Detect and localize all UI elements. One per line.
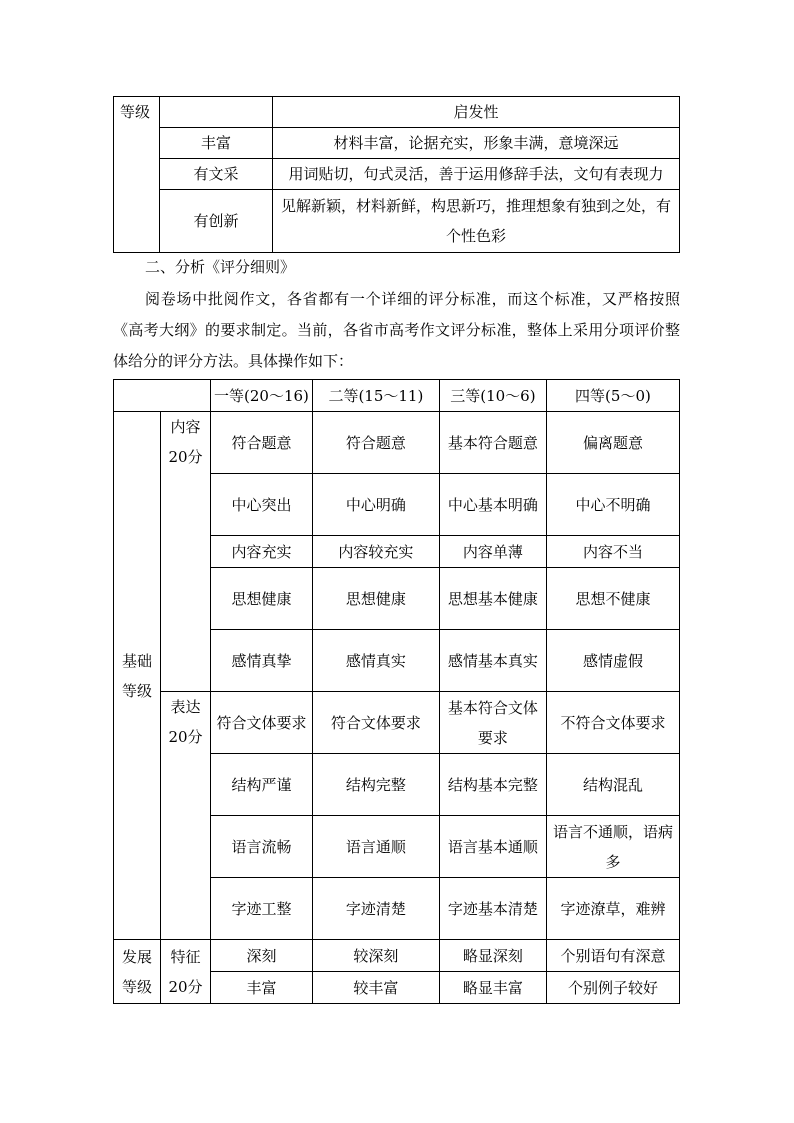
empty-cell (114, 380, 211, 412)
table-row (114, 190, 680, 253)
table-cell: 较深刻 (312, 940, 439, 972)
table-cell: 语言通顺 (312, 816, 439, 878)
table-cell: 内容单薄 (439, 536, 546, 568)
table-cell: 语言不通顺，语病多 (546, 816, 679, 878)
table-row (114, 97, 680, 128)
table-cell: 字迹清楚 (312, 878, 439, 940)
table-cell: 结构严谨 (211, 754, 313, 816)
table-cell: 个别例子较好 (546, 972, 679, 1004)
content-score-label: 内容20分 (161, 412, 211, 692)
empty-cell (160, 97, 273, 128)
table-cell: 中心明确 (312, 474, 439, 536)
grade-header: 一等(20～16) (211, 380, 313, 412)
table-cell: 思想不健康 (546, 568, 679, 630)
table-cell: 结构完整 (312, 754, 439, 816)
table-cell: 不符合文体要求 (546, 692, 679, 754)
grade-header: 三等(10～6) (439, 380, 546, 412)
criterion-desc: 见解新颖，材料新鲜，构思新巧，推理想象有独到之处，有个性色彩 (273, 190, 680, 253)
table-cell: 中心不明确 (546, 474, 679, 536)
table-cell: 思想健康 (211, 568, 313, 630)
table-cell: 字迹工整 (211, 878, 313, 940)
table-cell: 略显丰富 (439, 972, 546, 1004)
table-cell: 中心基本明确 (439, 474, 546, 536)
table-cell: 感情真挚 (211, 630, 313, 692)
section-heading: 二、分析《评分细则》 (145, 258, 296, 276)
table-cell: 思想健康 (312, 568, 439, 630)
develop-level-label: 发展等级 (114, 940, 161, 1004)
table-cell: 感情虚假 (546, 630, 679, 692)
table-cell: 语言基本通顺 (439, 816, 546, 878)
table-row (114, 412, 680, 474)
criterion-name: 丰富 (160, 128, 273, 159)
header-cell: 启发性 (273, 97, 680, 128)
table-cell: 字迹潦草，难辨 (546, 878, 679, 940)
table-header-row (114, 380, 680, 412)
table-cell: 结构混乱 (546, 754, 679, 816)
grade-header: 二等(15～11) (312, 380, 439, 412)
table-cell: 丰富 (211, 972, 313, 1004)
table-cell: 结构基本完整 (439, 754, 546, 816)
table-cell: 感情基本真实 (439, 630, 546, 692)
criterion-name: 有创新 (160, 190, 273, 253)
criterion-desc: 用词贴切，句式灵活，善于运用修辞手法，文句有表现力 (273, 159, 680, 190)
table-cell: 语言流畅 (211, 816, 313, 878)
table-row (114, 128, 680, 159)
table-cell: 字迹基本清楚 (439, 878, 546, 940)
table-cell: 内容较充实 (312, 536, 439, 568)
table-cell: 符合题意 (211, 412, 313, 474)
table-cell: 偏离题意 (546, 412, 679, 474)
table-cell: 符合题意 (312, 412, 439, 474)
expression-score-label: 表达20分 (161, 692, 211, 940)
table-cell: 感情真实 (312, 630, 439, 692)
scoring-table (113, 379, 680, 1004)
level-label: 等级 (114, 97, 160, 253)
table-cell: 内容充实 (211, 536, 313, 568)
table-cell: 符合文体要求 (211, 692, 313, 754)
table-cell: 较丰富 (312, 972, 439, 1004)
grade-header: 四等(5～0) (546, 380, 679, 412)
table-cell: 略显深刻 (439, 940, 546, 972)
table-cell: 深刻 (211, 940, 313, 972)
table-row (114, 940, 680, 972)
table-cell: 符合文体要求 (312, 692, 439, 754)
grading-table-top (113, 96, 680, 253)
table-cell: 基本符合题意 (439, 412, 546, 474)
basic-level-label: 基础等级 (114, 412, 161, 940)
criterion-name: 有文采 (160, 159, 273, 190)
table-cell: 思想基本健康 (439, 568, 546, 630)
table-cell: 内容不当 (546, 536, 679, 568)
table-row (114, 692, 680, 754)
body-paragraph: 阅卷场中批阅作文，各省都有一个详细的评分标准，而这个标准，又严格按照《高考大纲》的要求制定。当前，各省市高考作文评分标准，整体上采用分项评价整体给分的评分方法。具体操作如下： (113, 290, 680, 370)
criterion-desc: 材料丰富，论据充实，形象丰满，意境深远 (273, 128, 680, 159)
table-cell: 中心突出 (211, 474, 313, 536)
feature-score-label: 特征20分 (161, 940, 211, 1004)
table-cell: 基本符合文体要求 (439, 692, 546, 754)
table-cell: 个别语句有深意 (546, 940, 679, 972)
table-row (114, 159, 680, 190)
